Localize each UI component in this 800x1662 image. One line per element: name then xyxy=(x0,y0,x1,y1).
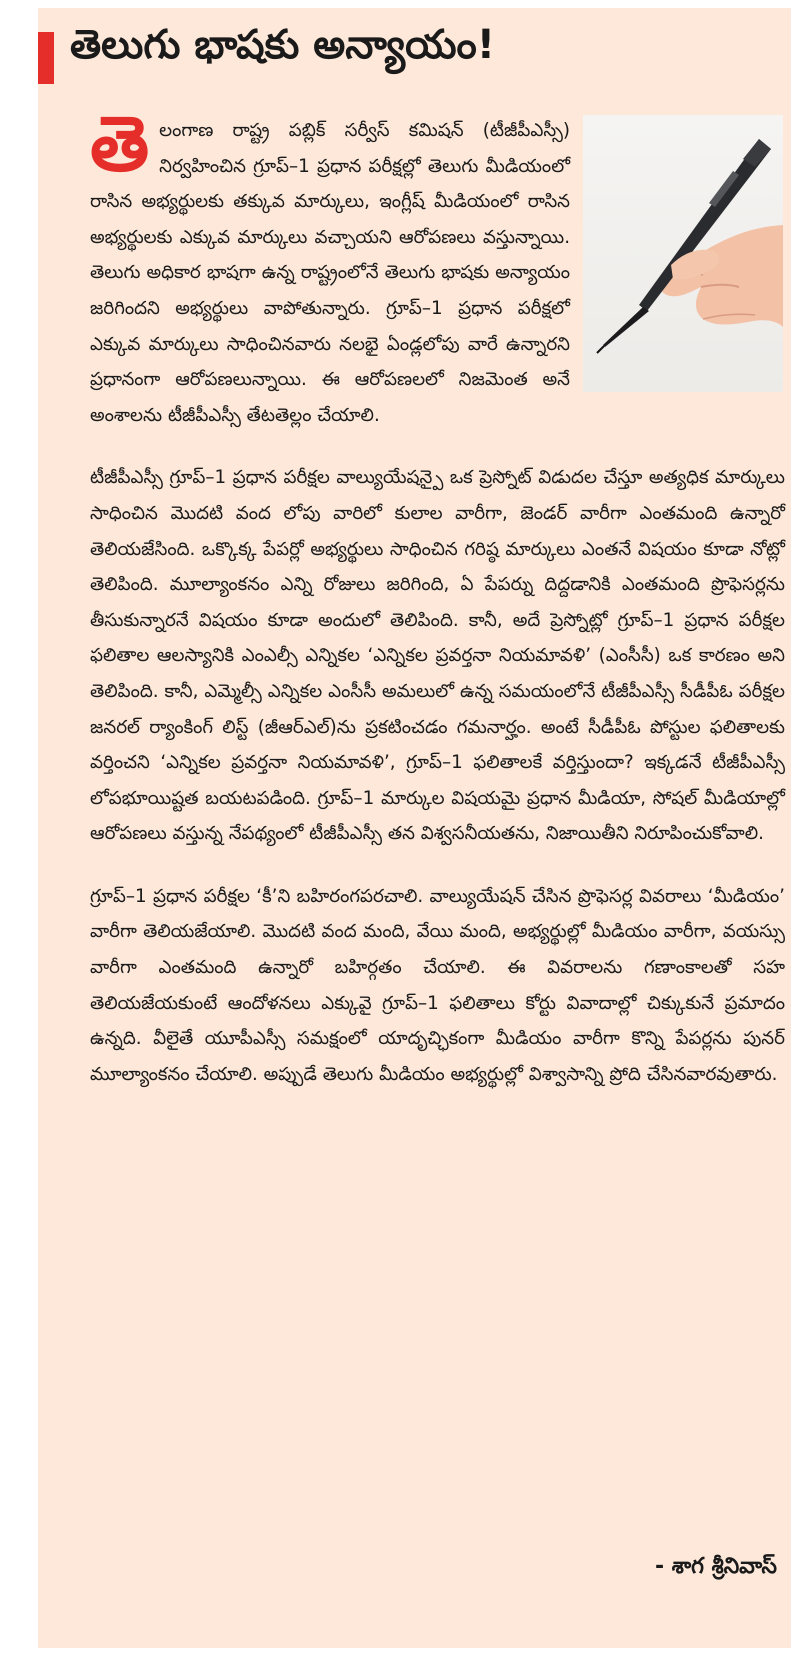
hand-holding-pen-icon xyxy=(583,115,783,392)
author-byline: - శాగ శ్రీనివాస్ xyxy=(654,1554,777,1579)
paragraph-2: టీజీపీఎస్సీ గ్రూప్–1 ప్రధాన పరీక్షల వాల్యుయేషన్పై ఒక ప్రెస్నోట్ విడుదల చేస్తూ అత్యధిక మార్కులు సాధించిన మొదటి వంద లోపు వారిలో కులాల వారీగా, జెండర్ వారీగా ఎంతమంది ఉన్నారో తెలియజేసింది. ఒక్కొక్క పేపర్లో అభ్యర్థులు సాధించిన గరిష్ఠ మార్కులు ఎంతనే విషయం కూడా నోట్లో తెలిపింది. మూల్యాంకనం ఎన్ని రోజులు జరిగింది, ఏ పేపర్ను దిద్దడానికి ఎంతమంది ప్రొఫెసర్లను తీసుకున్నారనే విషయం కూడా అందులో తెలిపింది. కానీ, అదే ప్రెస్నోట్లో గ్రూప్–1 ప్రధాన పరీక్షల ఫలితాల ఆలస్యానికి ఎంఎల్సీ ఎన్నికల ‘ఎన్నికల ప్రవర్తనా నియమావళి’ (ఎంసీసీ) ఒక కారణం అని తెలిపింది. కానీ, ఎమ్మెల్సీ ఎన్నికల ఎంసీసీ అమలులో ఉన్న సమయంలోనే టీజీపీఎస్సీ సీడీపీఓ పరీక్షల జనరల్ ర్యాంకింగ్ లిస్ట్ (జీఆర్ఎల్)ను ప్రకటించడం గమనార్హం. అంటే సీడీపీఓ పోస్టుల ఫలితాలకు వర్తించని ‘ఎన్నికల ప్రవర్తనా నియమావళి’, గ్రూప్–1 ఫలితాలకే వర్తిస్తుందా? ఇక్కడనే టీజీపీఎస్సీ లోపభూయిష్టత బయటపడింది. గ్రూప్–1 మార్కుల విషయమై ప్రధాన మీడియా, సోషల్ మీడియాల్లో ఆరోపణలు వస్తున్న నేపథ్యంలో టీజీపీఎస్సీ తన విశ్వసనీయతను, నిజాయితీని నిరూపించుకోవాలి. xyxy=(90,467,785,845)
paragraph-3: గ్రూప్–1 ప్రధాన పరీక్షల ‘కీ’ని బహిరంగపరచాలి. వాల్యుయేషన్ చేసిన ప్రొఫెసర్ల వివరాలు ‘మీడియం’ వారీగా తెలియజేయాలి. మొదటి వంద మంది, వేయి మంది, అభ్యర్థుల్లో మీడియం వారీగా, వయస్సు వారీగా ఎంతమంది ఉన్నారో బహిర్గతం చేయాలి. ఈ వివరాలను గణాంకాలతో సహ తెలియజేయకుంటే ఆందోళనలు ఎక్కువై గ్రూప్–1 ఫలితాలు కోర్టు వివాదాల్లో చిక్కుకునే ప్రమాదం ఉన్నది. వీలైతే యూపీఎస్సీ సమక్షంలో యాదృచ్ఛికంగా మీడియం వారీగా కొన్ని పేపర్లను పునర్ మూల్యాంకనం చేయాలి. అప్పుడే తెలుగు మీడియం అభ్యర్థుల్లో విశ్వాసాన్ని ప్రోది చేసినవారవుతారు. xyxy=(90,885,785,1085)
paragraph-1-text: లంగాణ రాష్ట్ర పబ్లిక్ సర్వీస్ కమిషన్ (టీజీపీఎస్సీ) నిర్వహించిన గ్రూప్–1 ప్రధాన పరీక్షల్లో తెలుగు మీడియంలో రాసిన అభ్యర్థులకు తక్కువ మార్కులు, ఇంగ్లీష్ మీడియంలో రాసిన అభ్యర్థులకు ఎక్కువ మార్కులు వచ్చాయని ఆరోపణలు వస్తున్నాయి. తెలుగు అధికార భాషగా ఉన్న రాష్ట్రంలోనే తెలుగు భాషకు అన్యాయం జరిగిందని అభ్యర్థులు వాపోతున్నారు. గ్రూప్–1 ప్రధాన పరీక్షలో ఎక్కువ మార్కులు సాధించినవారు నలభై ఏండ్లలోపు వారే ఉన్నారని ప్రధానంగా ఆరోపణలున్నాయి. ఈ ఆరోపణలలో నిజమెంత అనే అంశాలను టీజీపీఎస్సీ తేటతెల్లం చేయాలి. xyxy=(90,120,570,426)
drop-cap: తె xyxy=(90,99,150,188)
article-title: తెలుగు భాషకు అన్యాయం! xyxy=(70,22,496,68)
title-accent-bar xyxy=(38,32,54,84)
article-page xyxy=(38,8,791,1648)
pen-photo-illustration xyxy=(583,115,783,392)
